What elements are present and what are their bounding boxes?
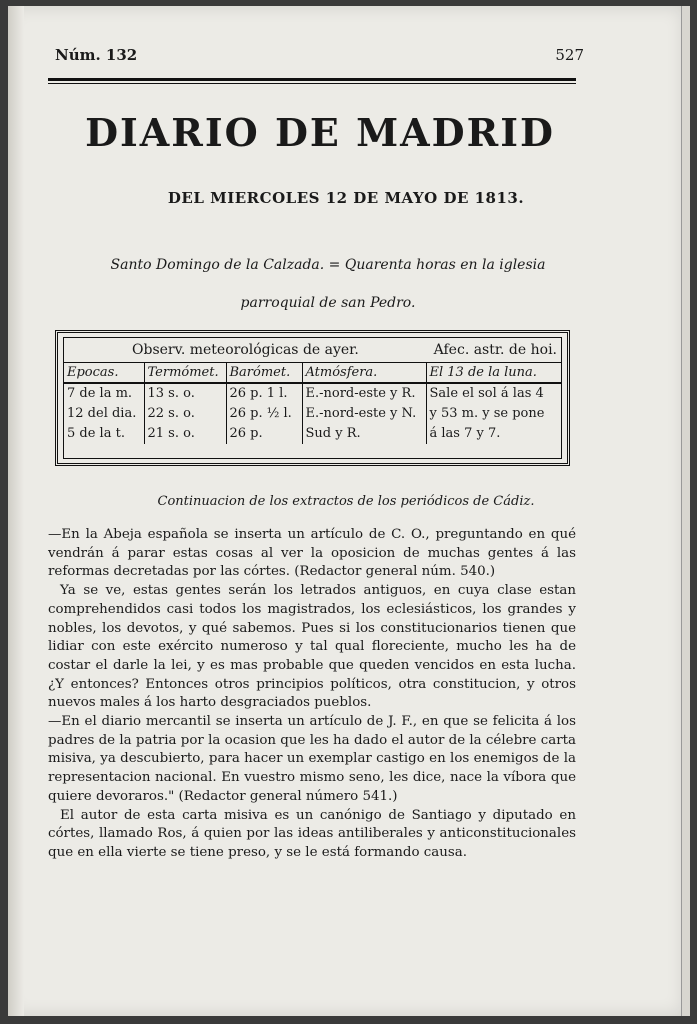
meteo-cell: y 53 m. y se pone xyxy=(429,406,545,421)
meteo-header-row xyxy=(64,363,561,383)
article-paragraph: —En la Abeja española se inserta un artículo de C. O., preguntando en qué vendrán á parar estas cosas al ver la oposicion de muchas gentes á las reformas decretadas por las córtes. (Redactor general núm. 540.) xyxy=(48,527,576,580)
meteo-cell: 21 s. o. xyxy=(144,424,226,444)
meteo-row xyxy=(64,383,561,404)
meteo-cell: á las 7 y 7. xyxy=(429,426,501,441)
masthead-date: DEL MIERCOLES 12 DE MAYO DE 1813. xyxy=(167,189,525,207)
masthead-title: DIARIO DE MADRID xyxy=(85,110,555,155)
page-edge xyxy=(681,6,690,1016)
article-body xyxy=(48,526,576,863)
article-subtitle: Continuacion de los extractos de los periódicos de Cádiz. xyxy=(157,494,535,509)
meteo-cell: 13 s. o. xyxy=(144,383,226,404)
meteo-caption-left: Observ. meteorológicas de ayer. xyxy=(132,342,359,358)
meteo-header-cell: Atmósfera. xyxy=(302,363,426,383)
meteo-cell: 22 s. o. xyxy=(144,404,226,424)
meteo-row xyxy=(64,404,561,424)
meteo-header-cell: Termómet. xyxy=(144,363,226,383)
saints-line-2: parroquial de san Pedro. xyxy=(240,295,416,311)
meteo-cell: Sale el sol á las 4 xyxy=(429,386,544,401)
meteo-cell: 5 de la t. xyxy=(64,424,144,444)
meteo-cell: E.-nord-este y N. xyxy=(302,404,426,424)
saints-of-the-day xyxy=(48,246,608,322)
meteo-cell: Sud y R. xyxy=(302,424,426,444)
page-number: 527 xyxy=(555,46,584,64)
meteo-cell: 7 de la m. xyxy=(64,383,144,404)
meteo-header-cell: Barómet. xyxy=(226,363,302,383)
article-paragraph: El autor de esta carta misiva es un canónigo de Santiago y diputado en córtes, llamado Ros, á quien por las ideas antiliberales y anticonstitucionales que en ella vierte se tiene preso, y se le está formando causa. xyxy=(48,807,576,860)
meteo-header-cell: Epocas. xyxy=(64,363,144,383)
page-spine xyxy=(8,6,24,1016)
meteo-cell: 26 p. xyxy=(226,424,302,444)
newspaper-page xyxy=(8,6,684,1016)
meteorological-table xyxy=(55,330,570,466)
meteo-caption xyxy=(64,338,561,363)
article-paragraph: Ya se ve, estas gentes serán los letrados antiguos, en cuya clase estan comprehendidos casi todos los magistrados, los eclesiásticos, los grandes y nobles, los devotos, y qué sabemos. Pues si los constitucionarios tienen que lidiar con este exército numeroso y tal qual floreciente, mucho les ha de costar el darle la lei, y es mas probable que queden vencidos en esta lucha. ¿Y entonces? Entonces otros principios políticos, otra constitucion, y otros nuevos males á los harto desgraciados pueblos. xyxy=(48,583,576,711)
meteo-data-table xyxy=(64,363,561,444)
issue-number: Núm. 132 xyxy=(55,46,138,64)
meteo-row xyxy=(64,424,561,444)
meteo-cell: 26 p. ½ l. xyxy=(226,404,302,424)
header-rule xyxy=(48,78,576,84)
meteo-header-cell: El 13 de la luna. xyxy=(426,363,561,383)
article-paragraph: —En el diario mercantil se inserta un artículo de J. F., en que se felicita á los padres de la patria por la ocasion que les ha dado el autor de la célebre carta misiva, ya descubierto, para hacer un exemplar castigo en los enemigos de la representacion nacional. En vuestro mismo seno, les dice, nace la víbora que quiere devoraros." (Redactor general número 541.) xyxy=(48,714,576,804)
meteo-cell: E.-nord-este y R. xyxy=(302,383,426,404)
meteo-caption-right: Afec. astr. de hoi. xyxy=(433,342,557,358)
meteo-cell: 12 del dia. xyxy=(64,404,144,424)
saints-line-1: Santo Domingo de la Calzada. = Quarenta horas en la iglesia xyxy=(110,257,546,273)
meteo-cell: 26 p. 1 l. xyxy=(226,383,302,404)
